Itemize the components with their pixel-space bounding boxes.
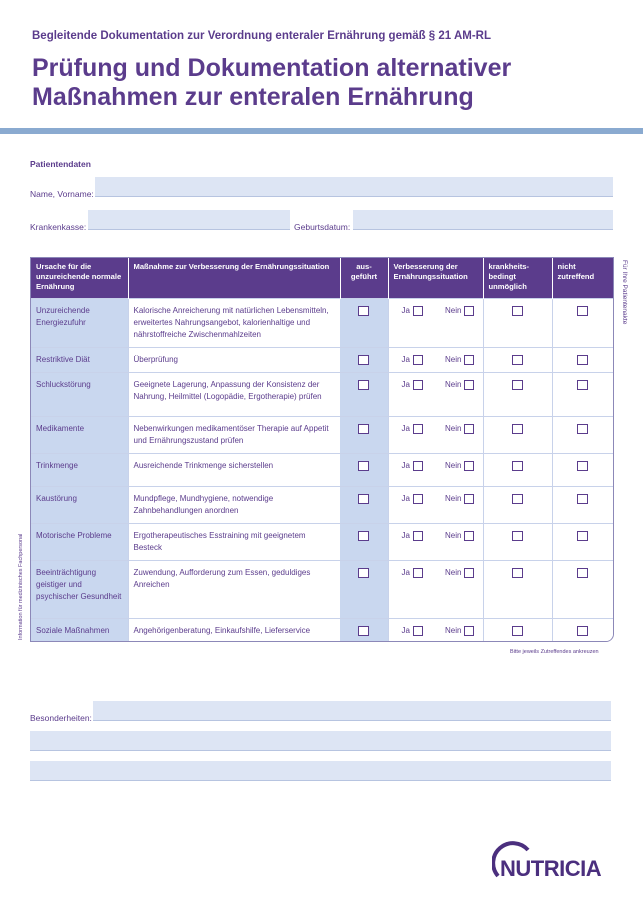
- disease-impossible-checkbox[interactable]: [512, 568, 523, 578]
- cause-cell: Soziale Maßnahmen: [31, 619, 128, 643]
- improvement-cell: [388, 299, 483, 348]
- not-applicable-cell: [552, 524, 613, 561]
- improvement-cell: [388, 348, 483, 373]
- table-row: [31, 561, 613, 619]
- done-checkbox[interactable]: [358, 380, 369, 390]
- done-checkbox[interactable]: [358, 568, 369, 578]
- measure-cell: Nebenwirkungen medikamentöser Therapie auf Appetit und Ernährungszustand prüfen: [128, 417, 340, 454]
- yes-label: Ja: [401, 531, 410, 540]
- disease-impossible-cell: [483, 487, 552, 524]
- disease-impossible-checkbox[interactable]: [512, 424, 523, 434]
- yes-checkbox[interactable]: [413, 306, 423, 316]
- done-cell: [340, 619, 388, 643]
- done-cell: [340, 524, 388, 561]
- measures-table-frame: [30, 257, 614, 642]
- no-label: Nein: [445, 424, 462, 433]
- table-row: [31, 348, 613, 373]
- yes-checkbox[interactable]: [413, 380, 423, 390]
- improvement-cell: [388, 454, 483, 487]
- no-checkbox[interactable]: [464, 461, 474, 471]
- cause-cell: Beeinträchtigung geistiger und psychischer Gesundheit: [31, 561, 128, 619]
- yes-checkbox[interactable]: [413, 424, 423, 434]
- disease-impossible-cell: [483, 619, 552, 643]
- measure-cell: Ausreichende Trinkmenge sicherstellen: [128, 454, 340, 487]
- done-checkbox[interactable]: [358, 424, 369, 434]
- not-applicable-cell: [552, 348, 613, 373]
- measure-cell: Überprüfung: [128, 348, 340, 373]
- header-cause: Ursache für die unzureichende normale Ernährung: [31, 258, 128, 299]
- not-applicable-checkbox[interactable]: [577, 424, 588, 434]
- done-checkbox[interactable]: [358, 355, 369, 365]
- done-cell: [340, 561, 388, 619]
- done-checkbox[interactable]: [358, 531, 369, 541]
- table-header-row: [31, 258, 613, 299]
- table-row: [31, 373, 613, 417]
- disease-impossible-cell: [483, 524, 552, 561]
- improvement-cell: [388, 561, 483, 619]
- header-improvement: Verbesserung der Ernährungssituation: [388, 258, 483, 299]
- yes-label: Ja: [401, 424, 410, 433]
- done-cell: [340, 299, 388, 348]
- remarks-label: Besonderheiten:: [30, 713, 92, 723]
- nutricia-logo: [492, 838, 617, 888]
- no-label: Nein: [445, 568, 462, 577]
- measure-cell: Angehörigenberatung, Einkaufshilfe, Lieferservice: [128, 619, 340, 643]
- document-title: [32, 54, 511, 112]
- not-applicable-checkbox[interactable]: [577, 531, 588, 541]
- no-checkbox[interactable]: [464, 306, 474, 316]
- measure-cell: Mundpflege, Mundhygiene, notwendige Zahnbehandlungen anordnen: [128, 487, 340, 524]
- improvement-cell: [388, 487, 483, 524]
- disease-impossible-checkbox[interactable]: [512, 461, 523, 471]
- improvement-cell: [388, 524, 483, 561]
- no-label: Nein: [445, 531, 462, 540]
- cause-cell: Unzureichende Energiezufuhr: [31, 299, 128, 348]
- improvement-cell: [388, 619, 483, 643]
- yes-label: Ja: [401, 355, 410, 364]
- no-checkbox[interactable]: [464, 355, 474, 365]
- not-applicable-checkbox[interactable]: [577, 626, 588, 636]
- not-applicable-checkbox[interactable]: [577, 306, 588, 316]
- name-field[interactable]: [95, 177, 613, 197]
- not-applicable-checkbox[interactable]: [577, 494, 588, 504]
- table-row: [31, 524, 613, 561]
- table-row: [31, 454, 613, 487]
- not-applicable-cell: [552, 619, 613, 643]
- yes-checkbox[interactable]: [413, 531, 423, 541]
- disease-impossible-cell: [483, 454, 552, 487]
- disease-impossible-cell: [483, 299, 552, 348]
- no-checkbox[interactable]: [464, 626, 474, 636]
- no-label: Nein: [445, 355, 462, 364]
- no-checkbox[interactable]: [464, 531, 474, 541]
- table-row: [31, 417, 613, 454]
- yes-label: Ja: [401, 494, 410, 503]
- cause-cell: Motorische Probleme: [31, 524, 128, 561]
- document-subtitle: Begleitende Dokumentation zur Verordnung enteraler Ernährung gemäß § 21 AM-RL: [32, 30, 492, 42]
- no-label: Nein: [445, 626, 462, 635]
- cause-cell: Restriktive Diät: [31, 348, 128, 373]
- insurance-label: Krankenkasse:: [30, 222, 87, 232]
- no-checkbox[interactable]: [464, 424, 474, 434]
- header-divider: [0, 128, 643, 134]
- measure-cell: Geeignete Lagerung, Anpassung der Konsistenz der Nahrung, Heilmittel (Logopädie, Ergotherapie) prüfen: [128, 373, 340, 417]
- no-checkbox[interactable]: [464, 568, 474, 578]
- logo-text: NUTRICIA: [500, 856, 602, 881]
- disease-impossible-checkbox[interactable]: [512, 380, 523, 390]
- name-label: Name, Vorname:: [30, 189, 94, 199]
- no-label: Nein: [445, 380, 462, 389]
- no-checkbox[interactable]: [464, 494, 474, 504]
- yes-label: Ja: [401, 380, 410, 389]
- header-not-applicable: nicht zutreffend: [552, 258, 613, 299]
- remarks-field-2[interactable]: [30, 731, 611, 751]
- yes-checkbox[interactable]: [413, 461, 423, 471]
- not-applicable-checkbox[interactable]: [577, 355, 588, 365]
- insurance-field[interactable]: [88, 210, 290, 230]
- header-measure: Maßnahme zur Verbesserung der Ernährungssituation: [128, 258, 340, 299]
- done-checkbox[interactable]: [358, 461, 369, 471]
- no-label: Nein: [445, 494, 462, 503]
- not-applicable-checkbox[interactable]: [577, 568, 588, 578]
- disease-impossible-checkbox[interactable]: [512, 531, 523, 541]
- title-line-1: Prüfung und Dokumentation alternativer: [32, 54, 512, 82]
- done-cell: [340, 373, 388, 417]
- measure-cell: Kalorische Anreicherung mit natürlichen Lebensmitteln, erweitertes Nahrungsangebot, kalorienhaltige und nährstoffreiche Zwischenmahlzeiten: [128, 299, 340, 348]
- not-applicable-cell: [552, 561, 613, 619]
- cause-cell: Schluckstörung: [31, 373, 128, 417]
- disease-impossible-checkbox[interactable]: [512, 306, 523, 316]
- improvement-cell: [388, 417, 483, 454]
- yes-checkbox[interactable]: [413, 568, 423, 578]
- yes-checkbox[interactable]: [413, 494, 423, 504]
- remarks-field-1[interactable]: [93, 701, 611, 721]
- yes-checkbox[interactable]: [413, 626, 423, 636]
- yes-label: Ja: [401, 568, 410, 577]
- done-checkbox[interactable]: [358, 626, 369, 636]
- no-label: Nein: [445, 306, 462, 315]
- disease-impossible-checkbox[interactable]: [512, 355, 523, 365]
- not-applicable-cell: [552, 487, 613, 524]
- not-applicable-checkbox[interactable]: [577, 380, 588, 390]
- disease-impossible-cell: [483, 417, 552, 454]
- header-disease-impossible: krankheits-bedingt unmöglich: [483, 258, 552, 299]
- side-label-left: Information für medizinisches Fachpersonal: [18, 533, 24, 640]
- no-checkbox[interactable]: [464, 380, 474, 390]
- measure-cell: Ergotherapeutisches Esstraining mit geeignetem Besteck: [128, 524, 340, 561]
- table-row: [31, 299, 613, 348]
- done-cell: [340, 348, 388, 373]
- dob-field[interactable]: [353, 210, 613, 230]
- done-cell: [340, 454, 388, 487]
- measures-table: [31, 258, 613, 642]
- improvement-cell: [388, 373, 483, 417]
- measure-cell: Zuwendung, Aufforderung zum Essen, geduldiges Anreichen: [128, 561, 340, 619]
- no-label: Nein: [445, 461, 462, 470]
- table-row: [31, 487, 613, 524]
- not-applicable-cell: [552, 417, 613, 454]
- done-checkbox[interactable]: [358, 494, 369, 504]
- dob-label: Geburtsdatum:: [294, 222, 351, 232]
- cause-cell: Medikamente: [31, 417, 128, 454]
- done-cell: [340, 487, 388, 524]
- disease-impossible-cell: [483, 373, 552, 417]
- title-line-2: Maßnahmen zur enteralen Ernährung: [32, 83, 474, 111]
- cause-cell: Kaustörung: [31, 487, 128, 524]
- disease-impossible-cell: [483, 348, 552, 373]
- not-applicable-cell: [552, 373, 613, 417]
- disease-impossible-cell: [483, 561, 552, 619]
- yes-label: Ja: [401, 461, 410, 470]
- yes-label: Ja: [401, 626, 410, 635]
- side-label-right: Für Ihre Patientenakte: [621, 260, 628, 325]
- cause-cell: Trinkmenge: [31, 454, 128, 487]
- patient-section-label: Patientendaten: [30, 159, 91, 169]
- table-row: [31, 619, 613, 643]
- disease-impossible-checkbox[interactable]: [512, 626, 523, 636]
- instruction-note: Bitte jeweils Zutreffendes ankreuzen: [510, 649, 599, 655]
- yes-checkbox[interactable]: [413, 355, 423, 365]
- not-applicable-checkbox[interactable]: [577, 461, 588, 471]
- header-done: aus-geführt: [340, 258, 388, 299]
- remarks-field-3[interactable]: [30, 761, 611, 781]
- yes-label: Ja: [401, 306, 410, 315]
- done-cell: [340, 417, 388, 454]
- disease-impossible-checkbox[interactable]: [512, 494, 523, 504]
- not-applicable-cell: [552, 299, 613, 348]
- done-checkbox[interactable]: [358, 306, 369, 316]
- not-applicable-cell: [552, 454, 613, 487]
